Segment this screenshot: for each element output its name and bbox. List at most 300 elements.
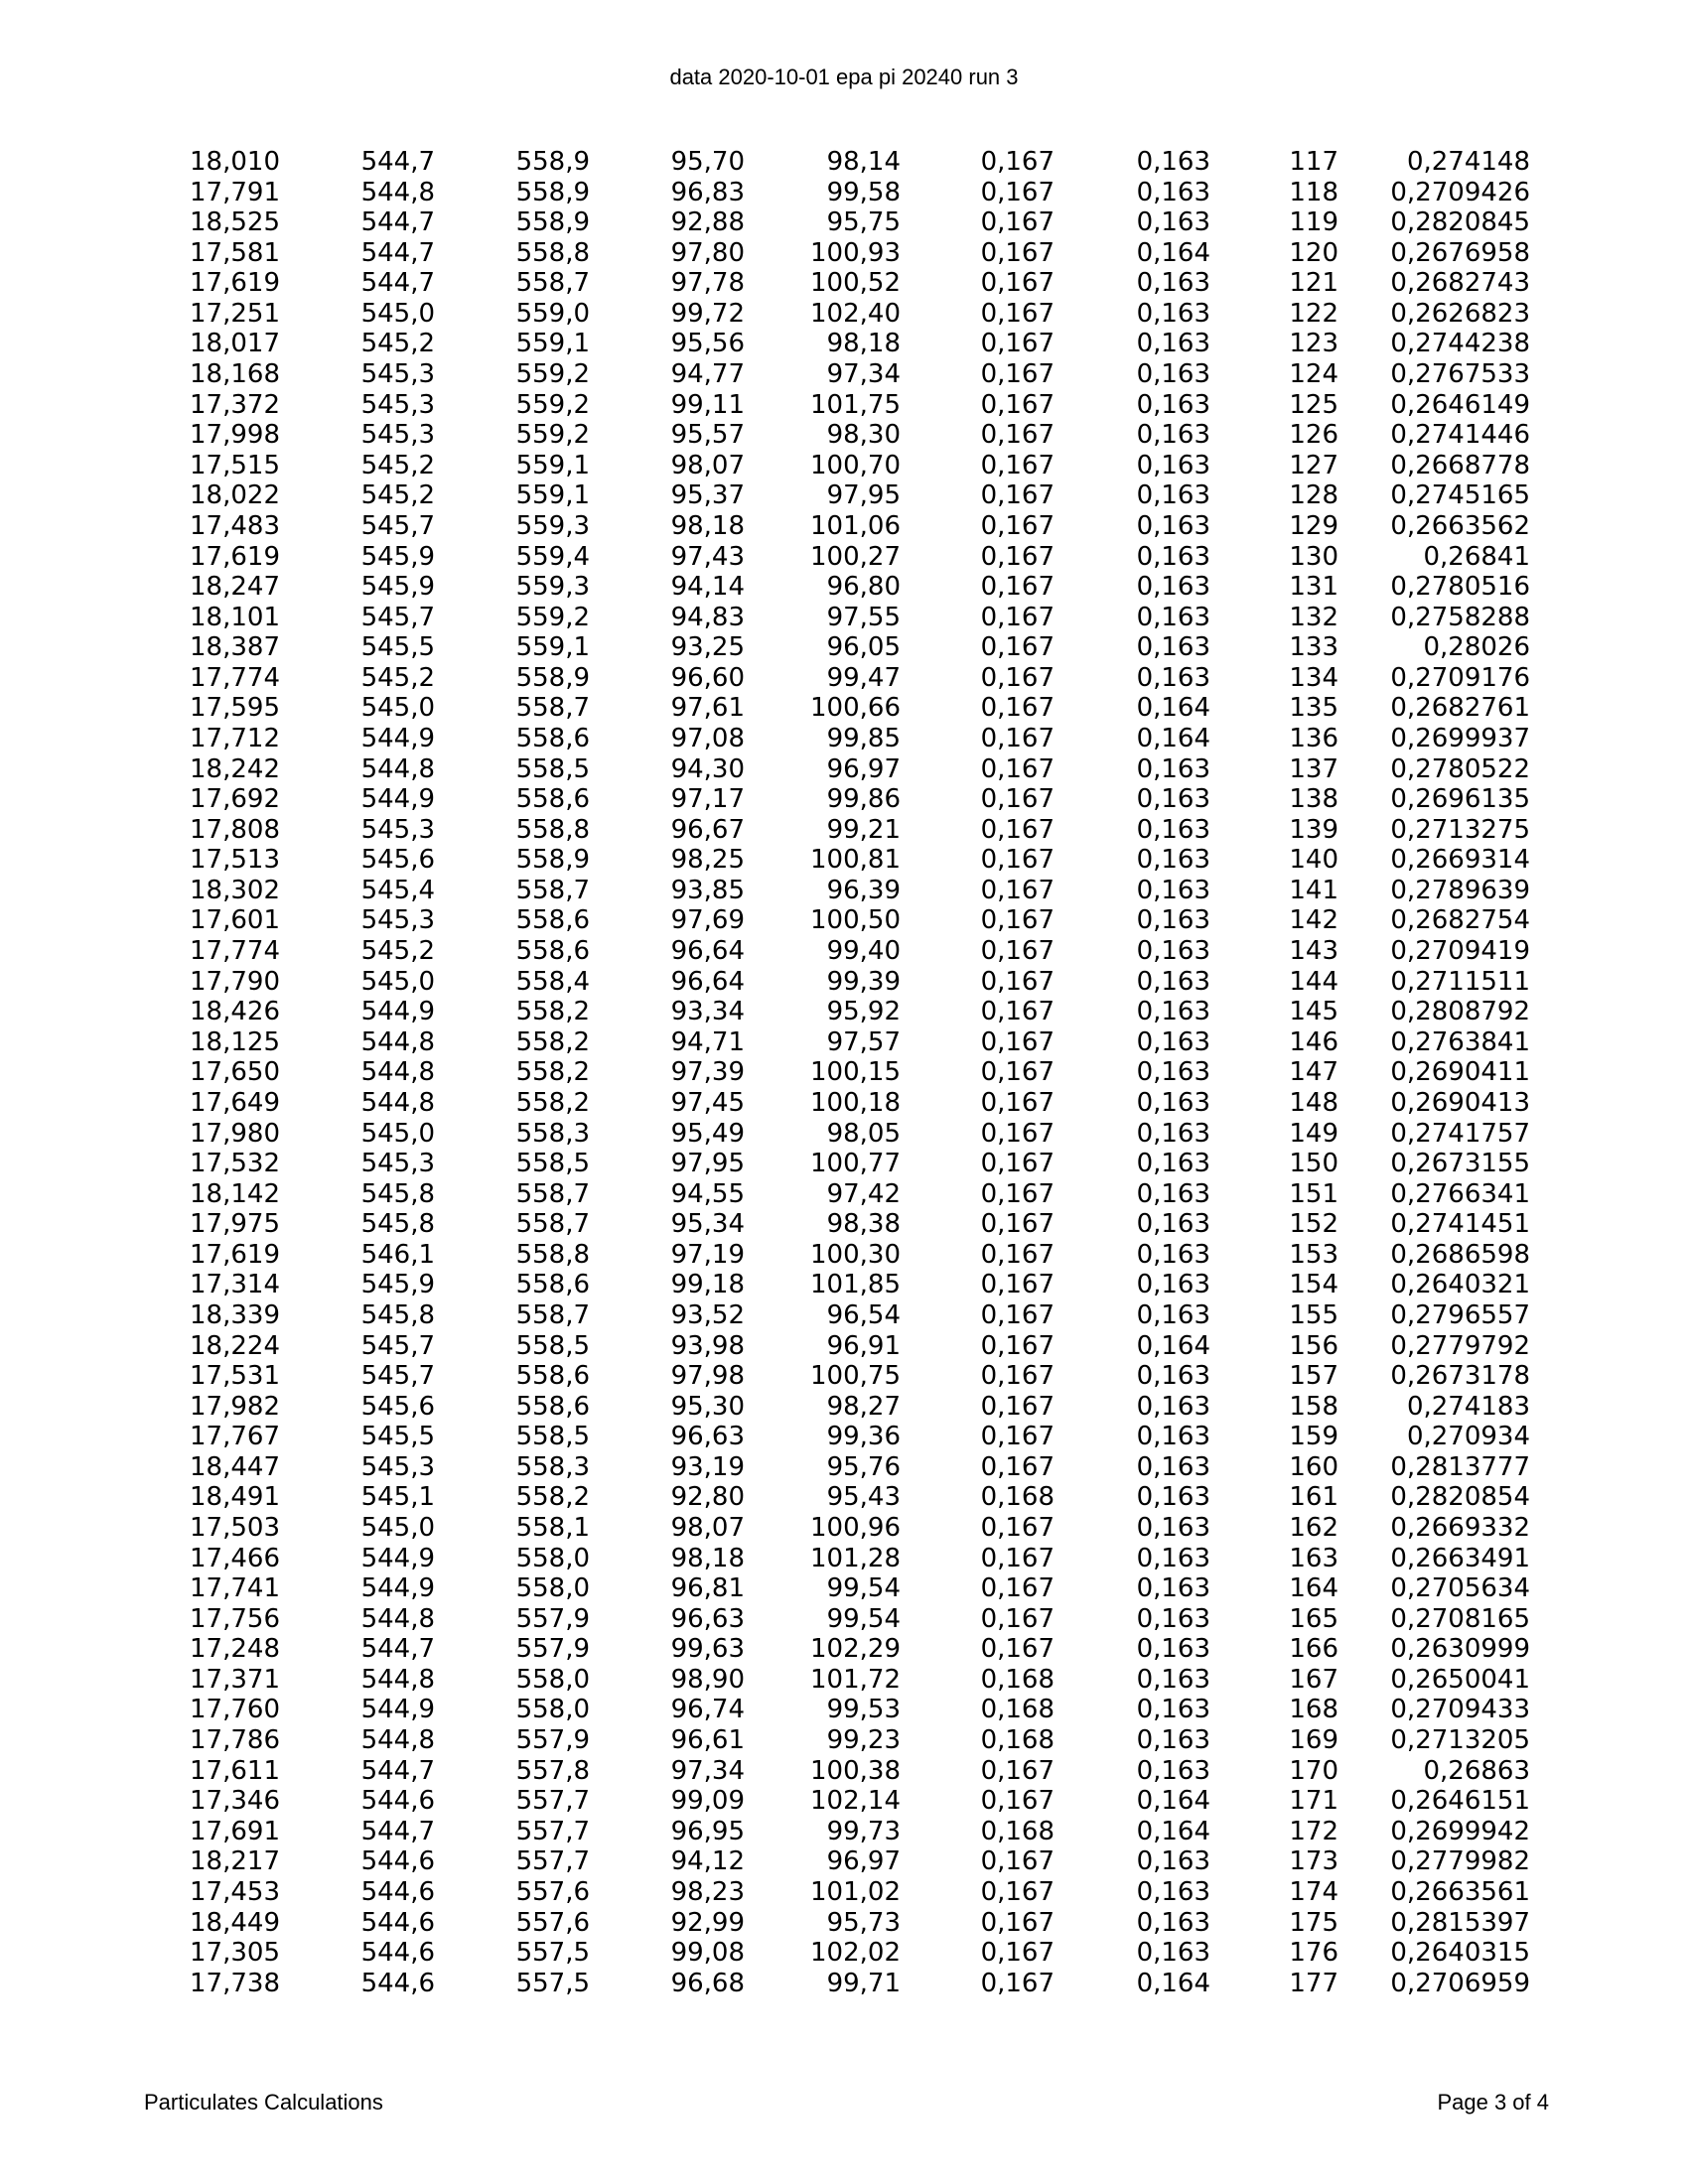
table-cell: 0,167 [980, 602, 1055, 632]
table-cell: 557,8 [515, 1755, 590, 1786]
table-cell: 0,167 [980, 1026, 1055, 1057]
table-cell: 0,2709419 [1390, 936, 1530, 967]
table-cell: 18,525 [190, 207, 280, 238]
table-cell: 0,163 [1136, 602, 1210, 632]
table-row [0, 663, 1530, 694]
table-cell: 558,3 [515, 1118, 590, 1149]
table-cell: 558,6 [515, 723, 590, 753]
table-cell: 97,39 [670, 1057, 745, 1088]
table-cell: 0,2646149 [1390, 389, 1530, 420]
table-cell: 142 [1289, 905, 1338, 936]
table-cell: 94,55 [670, 1178, 745, 1209]
table-cell: 17,975 [190, 1209, 280, 1240]
table-cell: 98,05 [826, 1118, 901, 1149]
table-cell: 544,9 [360, 1695, 435, 1725]
table-cell: 17,483 [190, 510, 280, 541]
table-row [0, 693, 1530, 724]
table-row [0, 1786, 1530, 1817]
table-cell: 98,38 [826, 1209, 901, 1240]
table-row [0, 1422, 1530, 1452]
table-cell: 545,3 [360, 359, 435, 390]
table-cell: 96,67 [670, 814, 745, 845]
table-cell: 0,2705634 [1390, 1573, 1530, 1604]
table-row [0, 1088, 1530, 1119]
table-cell: 0,167 [980, 1239, 1055, 1270]
table-cell: 125 [1289, 389, 1338, 420]
table-cell: 132 [1289, 602, 1338, 632]
table-cell: 0,167 [980, 237, 1055, 268]
table-cell: 96,97 [826, 1846, 901, 1877]
table-cell: 0,2630999 [1390, 1634, 1530, 1665]
table-cell: 558,6 [515, 784, 590, 815]
table-cell: 0,167 [980, 1907, 1055, 1938]
table-cell: 117 [1289, 147, 1338, 177]
table-cell: 17,611 [190, 1755, 280, 1786]
table-cell: 558,7 [515, 1178, 590, 1209]
table-cell: 0,26841 [1423, 541, 1530, 572]
table-cell: 0,2699942 [1390, 1816, 1530, 1846]
table-cell: 0,2741451 [1390, 1209, 1530, 1240]
table-row [0, 1331, 1530, 1362]
table-cell: 95,92 [826, 997, 901, 1027]
table-cell: 0,163 [1136, 147, 1210, 177]
table-cell: 544,6 [360, 1938, 435, 1969]
table-cell: 544,7 [360, 1816, 435, 1846]
table-cell: 96,54 [826, 1299, 901, 1330]
table-cell: 0,168 [980, 1482, 1055, 1513]
table-cell: 559,2 [515, 389, 590, 420]
table-cell: 0,2669332 [1390, 1513, 1530, 1544]
table-cell: 99,73 [826, 1816, 901, 1846]
table-cell: 545,7 [360, 1361, 435, 1392]
table-cell: 17,531 [190, 1361, 280, 1392]
table-cell: 0,163 [1136, 1422, 1210, 1452]
table-cell: 17,619 [190, 268, 280, 299]
table-cell: 545,9 [360, 541, 435, 572]
table-cell: 0,167 [980, 480, 1055, 511]
table-row [0, 724, 1530, 754]
table-cell: 99,71 [826, 1968, 901, 1998]
table-cell: 0,163 [1136, 359, 1210, 390]
table-cell: 97,34 [826, 359, 901, 390]
table-cell: 17,513 [190, 845, 280, 876]
table-cell: 558,2 [515, 1057, 590, 1088]
table-row [0, 784, 1530, 815]
table-cell: 0,163 [1136, 784, 1210, 815]
table-cell: 94,77 [670, 359, 745, 390]
table-cell: 558,7 [515, 693, 590, 724]
data-table [0, 147, 1530, 1998]
table-cell: 94,83 [670, 602, 745, 632]
table-cell: 0,2682761 [1390, 693, 1530, 724]
table-cell: 0,167 [980, 389, 1055, 420]
table-cell: 0,2709176 [1390, 662, 1530, 693]
table-cell: 544,9 [360, 1573, 435, 1604]
table-cell: 17,650 [190, 1057, 280, 1088]
table-row [0, 1057, 1530, 1088]
table-cell: 18,017 [190, 329, 280, 359]
table-cell: 0,163 [1136, 1209, 1210, 1240]
table-cell: 133 [1289, 632, 1338, 663]
table-cell: 0,2708165 [1390, 1603, 1530, 1634]
table-row [0, 238, 1530, 269]
table-row [0, 420, 1530, 451]
table-cell: 121 [1289, 268, 1338, 299]
table-cell: 97,45 [670, 1087, 745, 1118]
table-cell: 18,242 [190, 753, 280, 784]
table-cell: 0,163 [1136, 1118, 1210, 1149]
table-cell: 558,9 [515, 207, 590, 238]
table-cell: 101,75 [810, 389, 901, 420]
table-cell: 0,28026 [1423, 632, 1530, 663]
table-cell: 0,2682754 [1390, 905, 1530, 936]
table-cell: 558,9 [515, 662, 590, 693]
table-row [0, 390, 1530, 421]
table-cell: 96,83 [670, 177, 745, 207]
table-cell: 95,73 [826, 1907, 901, 1938]
table-cell: 17,998 [190, 420, 280, 451]
table-cell: 98,27 [826, 1391, 901, 1422]
table-cell: 131 [1289, 572, 1338, 603]
table-cell: 0,274148 [1406, 147, 1530, 177]
table-row [0, 1634, 1530, 1665]
table-row [0, 1725, 1530, 1756]
table-cell: 18,101 [190, 602, 280, 632]
table-cell: 96,60 [670, 662, 745, 693]
table-cell: 559,1 [515, 480, 590, 511]
table-cell: 99,86 [826, 784, 901, 815]
table-cell: 0,168 [980, 1695, 1055, 1725]
table-cell: 0,163 [1136, 1725, 1210, 1756]
table-cell: 0,163 [1136, 1573, 1210, 1604]
table-cell: 17,808 [190, 814, 280, 845]
table-row [0, 511, 1530, 542]
table-cell: 0,2690411 [1390, 1057, 1530, 1088]
table-cell: 0,163 [1136, 1907, 1210, 1938]
table-cell: 0,167 [980, 1299, 1055, 1330]
table-cell: 559,2 [515, 420, 590, 451]
table-cell: 0,167 [980, 1968, 1055, 1998]
table-cell: 544,7 [360, 268, 435, 299]
table-row [0, 1361, 1530, 1392]
table-cell: 558,5 [515, 753, 590, 784]
table-cell: 140 [1289, 845, 1338, 876]
table-cell: 0,167 [980, 632, 1055, 663]
table-cell: 17,691 [190, 1816, 280, 1846]
table-cell: 0,167 [980, 1330, 1055, 1361]
table-row [0, 1908, 1530, 1939]
table-cell: 161 [1289, 1482, 1338, 1513]
table-cell: 0,163 [1136, 268, 1210, 299]
table-cell: 18,426 [190, 997, 280, 1027]
table-cell: 0,167 [980, 329, 1055, 359]
table-row [0, 905, 1530, 936]
table-cell: 159 [1289, 1422, 1338, 1452]
table-cell: 557,9 [515, 1603, 590, 1634]
table-cell: 175 [1289, 1907, 1338, 1938]
table-cell: 0,167 [980, 1513, 1055, 1544]
table-row [0, 632, 1530, 663]
table-row [0, 1240, 1530, 1271]
table-cell: 17,619 [190, 541, 280, 572]
table-cell: 545,3 [360, 814, 435, 845]
table-cell: 0,167 [980, 723, 1055, 753]
table-cell: 0,2686598 [1390, 1239, 1530, 1270]
table-cell: 558,0 [515, 1664, 590, 1695]
table-cell: 557,5 [515, 1938, 590, 1969]
table-cell: 0,163 [1136, 632, 1210, 663]
table-cell: 17,371 [190, 1664, 280, 1695]
table-cell: 0,2669314 [1390, 845, 1530, 876]
table-cell: 17,756 [190, 1603, 280, 1634]
table-cell: 0,163 [1136, 1361, 1210, 1392]
table-cell: 0,167 [980, 1603, 1055, 1634]
table-cell: 100,81 [810, 845, 901, 876]
table-cell: 17,786 [190, 1725, 280, 1756]
table-row [0, 1604, 1530, 1635]
table-cell: 0,167 [980, 1634, 1055, 1665]
table-cell: 0,167 [980, 753, 1055, 784]
table-cell: 92,99 [670, 1907, 745, 1938]
table-cell: 128 [1289, 480, 1338, 511]
table-cell: 97,80 [670, 237, 745, 268]
table-cell: 0,163 [1136, 1087, 1210, 1118]
table-cell: 153 [1289, 1239, 1338, 1270]
table-row [0, 1270, 1530, 1300]
table-cell: 100,66 [810, 693, 901, 724]
table-cell: 0,167 [980, 420, 1055, 451]
table-cell: 158 [1289, 1391, 1338, 1422]
table-cell: 97,42 [826, 1178, 901, 1209]
table-cell: 95,30 [670, 1391, 745, 1422]
table-cell: 0,2780516 [1390, 572, 1530, 603]
table-cell: 101,72 [810, 1664, 901, 1695]
table-cell: 0,2650041 [1390, 1664, 1530, 1695]
table-cell: 558,5 [515, 1330, 590, 1361]
table-cell: 96,97 [826, 753, 901, 784]
table-cell: 0,167 [980, 936, 1055, 967]
table-cell: 139 [1289, 814, 1338, 845]
table-cell: 98,25 [670, 845, 745, 876]
table-cell: 545,4 [360, 875, 435, 905]
table-cell: 166 [1289, 1634, 1338, 1665]
table-cell: 96,61 [670, 1725, 745, 1756]
table-cell: 96,91 [826, 1330, 901, 1361]
table-cell: 17,791 [190, 177, 280, 207]
table-cell: 135 [1289, 693, 1338, 724]
table-cell: 0,2709426 [1390, 177, 1530, 207]
table-cell: 558,2 [515, 997, 590, 1027]
table-cell: 98,14 [826, 147, 901, 177]
table-cell: 0,2808792 [1390, 997, 1530, 1027]
table-cell: 544,9 [360, 997, 435, 1027]
table-cell: 545,0 [360, 966, 435, 997]
table-cell: 544,6 [360, 1846, 435, 1877]
table-cell: 559,0 [515, 298, 590, 329]
table-cell: 0,167 [980, 177, 1055, 207]
table-cell: 0,2820854 [1390, 1482, 1530, 1513]
table-cell: 544,6 [360, 1876, 435, 1907]
table-row [0, 1392, 1530, 1423]
table-cell: 95,76 [826, 1451, 901, 1482]
table-cell: 17,453 [190, 1876, 280, 1907]
table-cell: 0,2626823 [1390, 298, 1530, 329]
table-cell: 0,163 [1136, 1178, 1210, 1209]
table-cell: 100,70 [810, 450, 901, 480]
table-cell: 545,5 [360, 632, 435, 663]
table-cell: 544,6 [360, 1907, 435, 1938]
table-cell: 17,774 [190, 662, 280, 693]
table-cell: 0,168 [980, 1664, 1055, 1695]
table-cell: 0,2744238 [1390, 329, 1530, 359]
table-cell: 0,163 [1136, 1513, 1210, 1544]
table-cell: 0,163 [1136, 1543, 1210, 1573]
table-cell: 0,167 [980, 784, 1055, 815]
table-cell: 544,9 [360, 723, 435, 753]
table-cell: 544,7 [360, 207, 435, 238]
table-cell: 141 [1289, 875, 1338, 905]
table-cell: 102,14 [810, 1786, 901, 1817]
table-cell: 0,163 [1136, 420, 1210, 451]
table-cell: 558,8 [515, 237, 590, 268]
table-cell: 100,18 [810, 1087, 901, 1118]
table-cell: 0,163 [1136, 662, 1210, 693]
table-cell: 154 [1289, 1270, 1338, 1300]
table-cell: 99,53 [826, 1695, 901, 1725]
table-cell: 545,2 [360, 662, 435, 693]
table-row [0, 268, 1530, 299]
table-cell: 559,1 [515, 632, 590, 663]
table-cell: 96,95 [670, 1816, 745, 1846]
table-cell: 99,72 [670, 298, 745, 329]
table-cell: 0,163 [1136, 1695, 1210, 1725]
table-cell: 17,532 [190, 1149, 280, 1179]
table-cell: 129 [1289, 510, 1338, 541]
table-cell: 18,302 [190, 875, 280, 905]
table-cell: 17,346 [190, 1786, 280, 1817]
table-cell: 99,63 [670, 1634, 745, 1665]
table-cell: 558,4 [515, 966, 590, 997]
table-cell: 558,5 [515, 1149, 590, 1179]
table-row [0, 1300, 1530, 1331]
table-cell: 544,8 [360, 1603, 435, 1634]
table-cell: 545,6 [360, 1391, 435, 1422]
table-cell: 545,7 [360, 1330, 435, 1361]
table-row [0, 299, 1530, 330]
table-row [0, 1573, 1530, 1604]
table-cell: 98,18 [670, 510, 745, 541]
table-row [0, 1544, 1530, 1574]
table-cell: 99,40 [826, 936, 901, 967]
table-row [0, 480, 1530, 511]
table-cell: 0,163 [1136, 510, 1210, 541]
table-cell: 0,163 [1136, 572, 1210, 603]
table-cell: 18,447 [190, 1451, 280, 1482]
table-cell: 134 [1289, 662, 1338, 693]
table-cell: 93,25 [670, 632, 745, 663]
table-cell: 155 [1289, 1299, 1338, 1330]
table-cell: 17,767 [190, 1422, 280, 1452]
table-cell: 17,738 [190, 1968, 280, 1998]
table-cell: 0,2690413 [1390, 1087, 1530, 1118]
table-cell: 0,167 [980, 662, 1055, 693]
table-cell: 118 [1289, 177, 1338, 207]
table-cell: 544,8 [360, 1026, 435, 1057]
table-cell: 99,47 [826, 662, 901, 693]
table-cell: 0,163 [1136, 1391, 1210, 1422]
table-cell: 558,6 [515, 1361, 590, 1392]
table-cell: 558,5 [515, 1422, 590, 1452]
table-row [0, 1877, 1530, 1908]
table-cell: 171 [1289, 1786, 1338, 1817]
table-cell: 98,23 [670, 1876, 745, 1907]
table-cell: 0,2820845 [1390, 207, 1530, 238]
table-cell: 558,6 [515, 1391, 590, 1422]
table-cell: 0,167 [980, 1422, 1055, 1452]
table-cell: 544,9 [360, 1543, 435, 1573]
table-cell: 557,9 [515, 1725, 590, 1756]
table-cell: 170 [1289, 1755, 1338, 1786]
table-cell: 544,8 [360, 1725, 435, 1756]
table-cell: 97,95 [826, 480, 901, 511]
table-cell: 148 [1289, 1087, 1338, 1118]
table-cell: 559,3 [515, 510, 590, 541]
table-cell: 0,167 [980, 207, 1055, 238]
table-cell: 100,30 [810, 1239, 901, 1270]
table-cell: 544,7 [360, 147, 435, 177]
table-row [0, 1482, 1530, 1513]
table-cell: 0,167 [980, 1391, 1055, 1422]
table-cell: 0,167 [980, 1118, 1055, 1149]
table-cell: 0,163 [1136, 177, 1210, 207]
table-cell: 0,163 [1136, 1876, 1210, 1907]
table-row [0, 1119, 1530, 1150]
table-cell: 0,163 [1136, 1938, 1210, 1969]
table-cell: 17,581 [190, 237, 280, 268]
table-cell: 93,98 [670, 1330, 745, 1361]
table-cell: 96,05 [826, 632, 901, 663]
table-cell: 558,6 [515, 1270, 590, 1300]
table-cell: 96,63 [670, 1422, 745, 1452]
table-cell: 545,3 [360, 389, 435, 420]
table-cell: 0,2741757 [1390, 1118, 1530, 1149]
table-cell: 162 [1289, 1513, 1338, 1544]
table-cell: 557,9 [515, 1634, 590, 1665]
table-cell: 94,12 [670, 1846, 745, 1877]
table-cell: 96,64 [670, 936, 745, 967]
page-title: data 2020-10-01 epa pi 20240 run 3 [669, 65, 1019, 89]
table-cell: 0,2696135 [1390, 784, 1530, 815]
table-cell: 0,163 [1136, 1846, 1210, 1877]
table-cell: 0,167 [980, 966, 1055, 997]
table-cell: 544,7 [360, 237, 435, 268]
table-cell: 545,0 [360, 693, 435, 724]
table-cell: 0,167 [980, 1938, 1055, 1969]
table-cell: 126 [1289, 420, 1338, 451]
table-cell: 0,2767533 [1390, 359, 1530, 390]
table-row [0, 876, 1530, 906]
table-cell: 545,2 [360, 480, 435, 511]
table-cell: 0,164 [1136, 1786, 1210, 1817]
table-cell: 123 [1289, 329, 1338, 359]
table-cell: 0,168 [980, 1725, 1055, 1756]
table-cell: 0,2668778 [1390, 450, 1530, 480]
table-cell: 0,167 [980, 359, 1055, 390]
table-cell: 544,6 [360, 1968, 435, 1998]
table-cell: 0,163 [1136, 207, 1210, 238]
table-cell: 17,503 [190, 1513, 280, 1544]
table-cell: 0,164 [1136, 693, 1210, 724]
